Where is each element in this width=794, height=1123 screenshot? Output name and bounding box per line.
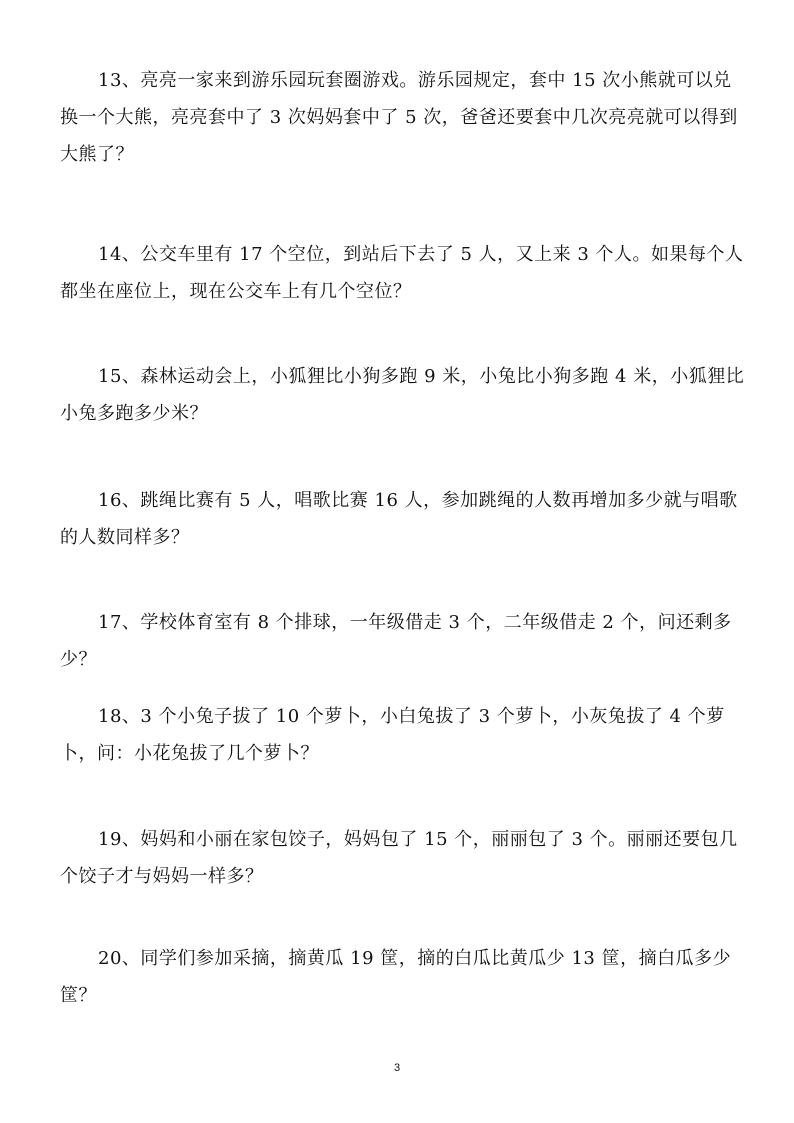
problem-20: 20、同学们参加采摘，摘黄瓜 19 筐，摘的白瓜比黄瓜少 13 筐，摘白瓜多少筐？ — [60, 948, 732, 1006]
problem-15: 15、森林运动会上，小狐狸比小狗多跑 9 米，小兔比小狗多跑 4 米，小狐狸比小兔多跑多少米？ — [60, 366, 745, 424]
problem-19: 19、妈妈和小丽在家包饺子，妈妈包了 15 个，丽丽包了 3 个。丽丽还要包几个饺子才与妈妈一样多？ — [60, 829, 738, 887]
problem-14: 14、公交车里有 17 个空位，到站后下去了 5 人，又上来 3 个人。如果每个人都坐在座位上，现在公交车上有几个空位？ — [60, 244, 744, 302]
page-number: 3 — [393, 1062, 401, 1074]
problem-17: 17、学校体育室有 8 个排球，一年级借走 3 个，二年级借走 2 个，问还剩多少？ — [60, 612, 732, 670]
problem-13: 13、亮亮一家来到游乐园玩套圈游戏。游乐园规定，套中 15 次小熊就可以兑换一个大熊，亮亮套中了 3 次妈妈套中了 5 次，爸爸还要套中几次亮亮就可以得到大熊了？ — [60, 70, 738, 165]
problem-18: 18、3 个小兔子拔了 10 个萝卜，小白兔拔了 3 个萝卜，小灰兔拔了 4 个萝卜，问：小花兔拔了几个萝卜？ — [60, 706, 725, 764]
problem-16: 16、跳绳比赛有 5 人，唱歌比赛 16 人，参加跳绳的人数再增加多少就与唱歌的人数同样多？ — [60, 490, 738, 548]
